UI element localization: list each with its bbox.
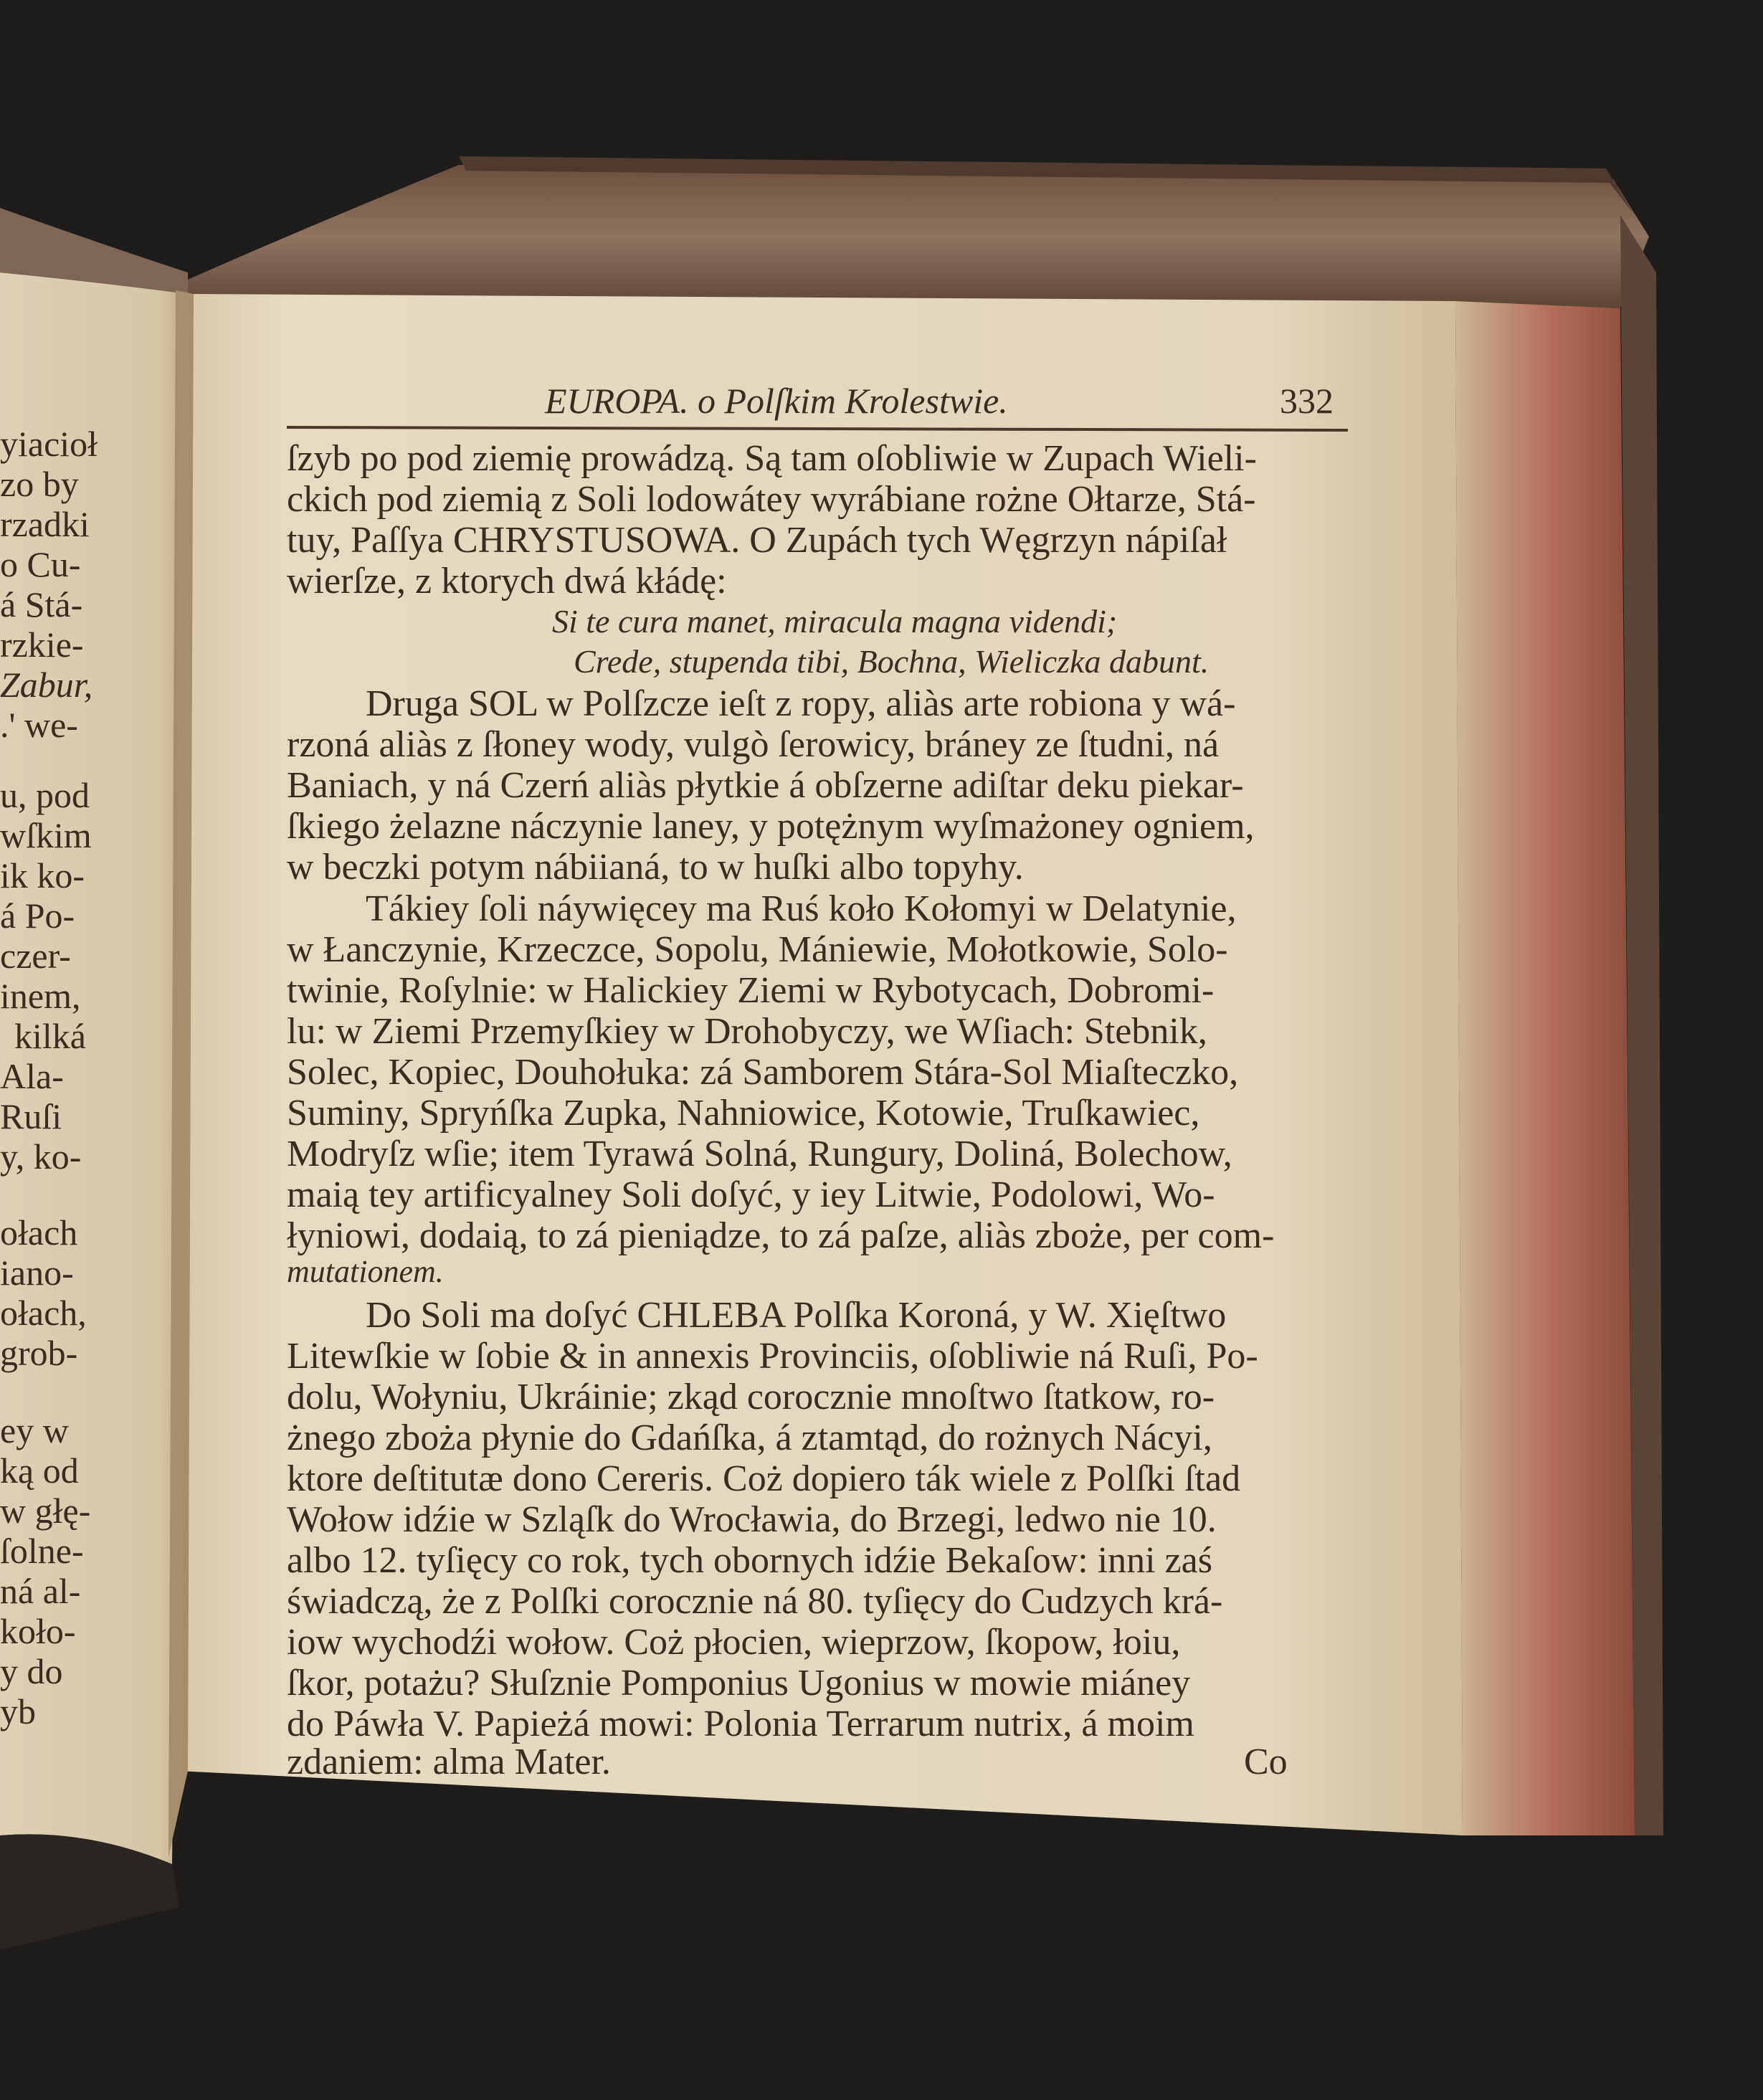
text-line: dolu, Wołyniu, Ukráinie; zkąd corocznie mnoſtwo ſtatkow, ro- [287, 1377, 1215, 1417]
text-line: tuy, Paſſya CHRYSTUSOWA. O Zupách tych Węgrzyn nápiſał [287, 520, 1227, 561]
left-text-line: y do [0, 1651, 63, 1691]
text-line: Wołow idźie w Szląſk do Wrocławia, do Brzegi, ledwo nie 10. [287, 1499, 1217, 1540]
left-text-line: ſolne- [0, 1531, 84, 1571]
text-line: mutationem. [287, 1254, 444, 1289]
text-line: Baniach, y ná Czerń aliàs płytkie á obſzerne adiſtar deku piekar- [287, 765, 1244, 806]
left-text-line: Zabur, [0, 665, 93, 705]
running-head: EUROPA. o Polſkim Krolestwie. [545, 381, 1008, 421]
left-text-line: wſkim [0, 815, 92, 855]
fore-edge [1455, 301, 1635, 1835]
text-line: albo 12. tyſięcy co rok, tych obornych idźie Bekaſow: inni zaś [287, 1540, 1212, 1581]
verse-line: Si te cura manet, miracula magna videndi; [552, 603, 1118, 640]
left-text-line: y, ko- [0, 1136, 82, 1177]
text-line: w beczki potym nábiianá, to w huſki albo topyhy. [287, 847, 1024, 888]
left-text-line: ką od [0, 1450, 79, 1491]
text-line: Suminy, Spryńſka Zupka, Nahniowice, Kotowie, Truſkawiec, [287, 1093, 1200, 1134]
left-text-line: rzkie- [0, 624, 84, 665]
left-text-line: zo by [0, 464, 79, 504]
left-text-line: ik ko- [0, 855, 85, 895]
catchword: Co [1244, 1742, 1288, 1782]
left-text-line: .' we- [0, 705, 78, 745]
text-line: Litewſkie w ſobie & in annexis Provinciis, oſobliwie ná Ruſi, Po- [287, 1336, 1258, 1377]
left-text-line: inem, [0, 976, 81, 1016]
text-line: do Páwła V. Papieżá mowi: Polonia Terrarum nutrix, á moim [287, 1704, 1194, 1744]
verse-line: Crede, stupenda tibi, Bochna, Wieliczka dabunt. [574, 643, 1210, 680]
text-line: Modryſz wſie; item Tyrawá Solná, Rungury, Doliná, Bolechow, [287, 1134, 1232, 1174]
text-line: Solec, Kopiec, Douhołuka: zá Samborem Stára-Sol Miaſteczko, [287, 1052, 1239, 1093]
text-line: ckich pod ziemią z Soli lodowátey wyrábiane rożne Ołtarze, Stá- [287, 479, 1256, 520]
text-line: łyniowi, dodaią, to zá pieniądze, to zá paſze, aliàs zboże, per com- [287, 1215, 1275, 1256]
text-line: zdaniem: alma Mater. [287, 1742, 611, 1782]
left-text-line: á Po- [0, 895, 75, 936]
text-line: ſkiego żelazne náczynie laney, y potężnym wyſmażoney ogniem, [287, 806, 1255, 847]
left-text-line: rzadki [0, 504, 90, 544]
left-text-line: koło- [0, 1611, 76, 1651]
text-line: maią tey artificyalney Soli doſyć, y iey Litwie, Podolowi, Wo- [287, 1174, 1215, 1215]
left-text-line: grob- [0, 1333, 78, 1373]
text-line: Tákiey ſoli náywięcey ma Ruś koło Kołomyi w Delatynie, [366, 888, 1237, 929]
left-text-line: á Stá- [0, 584, 83, 624]
text-line: świadczą, że z Polſki corocznie ná 80. tyſięcy do Cudzych krá- [287, 1581, 1223, 1622]
left-text-line: Ruſi [0, 1096, 62, 1136]
left-text-line: ołach [0, 1212, 78, 1253]
left-text-line: ey w [0, 1410, 69, 1450]
text-line: lu: w Ziemi Przemyſkiey w Drohobyczy, we Wſiach: Stebnik, [287, 1011, 1207, 1052]
text-line: w Łanczynie, Krzeczce, Sopolu, Mániewie, Mołotkowie, Solo- [287, 929, 1228, 970]
text-line: wierſze, z ktorych dwá kłádę: [287, 561, 727, 602]
text-line: Druga SOL w Polſzcze ieſt z ropy, aliàs arte robiona y wá- [366, 683, 1236, 724]
text-line: ktore deſtitutæ dono Cereris. Coż dopiero ták wiele z Polſki ſtad [287, 1458, 1241, 1499]
left-text-line: kilká [14, 1016, 86, 1056]
left-text-line: o Cu- [0, 544, 81, 584]
left-text-line: w głę- [0, 1491, 91, 1531]
left-text-line: czer- [0, 936, 71, 976]
left-text-line: u, pod [0, 775, 90, 815]
left-text-line: iano- [0, 1253, 74, 1293]
left-text-line: ołach, [0, 1293, 87, 1333]
text-line: ſkor, potażu? Słuſznie Pomponius Ugonius w mowie miáney [287, 1663, 1191, 1704]
page-number: 332 [1280, 381, 1334, 421]
text-line: ſzyb po pod ziemię prowádzą. Są tam oſobliwie w Zupach Wieli- [287, 438, 1257, 479]
text-line: żnego zboża płynie do Gdańſka, á ztamtąd, do rożnych Nácyi, [287, 1417, 1212, 1458]
left-text-line: Ala- [0, 1056, 64, 1096]
left-text-line: yiacioł [0, 424, 98, 464]
text-line: rzoná aliàs z ſłoney wody, vulgò ſerowicy, bráney ze ſtudni, ná [287, 724, 1220, 765]
text-line: Do Soli ma doſyć CHLEBA Polſka Koroná, y W. Xięſtwo [366, 1295, 1227, 1336]
left-text-line: ná al- [0, 1571, 81, 1611]
left-text-line: yb [0, 1691, 36, 1731]
text-line: twinie, Roſylnie: w Halickiey Ziemi w Rybotycach, Dobromi- [287, 970, 1215, 1011]
text-line: iow wychodźi wołow. Coż płocien, wieprzow, ſkopow, łoiu, [287, 1622, 1181, 1663]
right-page-top-edges [188, 165, 1649, 308]
